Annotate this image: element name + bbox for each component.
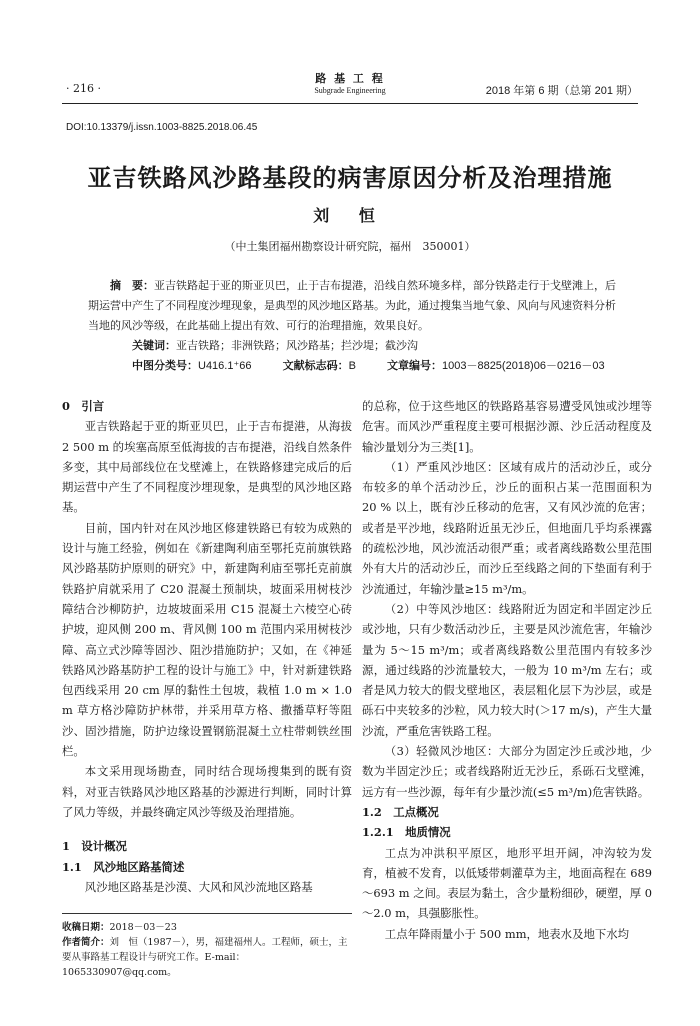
paragraph: 本文采用现场勘查，同时结合现场搜集到的既有资料，对亚吉铁路风沙地区路基的沙源进行判断，同时计算了风力等级，并最终确定风沙等级及治理措施。 — [62, 764, 352, 819]
affiliation: （中土集团福州勘察设计研究院，福州 350001） — [224, 240, 476, 253]
left-column — [62, 396, 352, 897]
abstract-label: 摘 要： — [110, 279, 154, 292]
paragraph: （2）中等风沙地区：线路附近为固定和半固定沙丘或沙地，只有少数活动沙丘，主要是风沙流危害，年输沙量为 5～15 m³/m；或者离线路数公里范围内有较多沙源，通过线路的沙流量较大，一般为 10 m³/m 左右；或者是风力较大的假戈壁地区，表层粗化层下为沙层，或是砾石中夹较多的沙粒，风力较大时(＞17 m/s)，产生大量沙流，严重危害铁路工程。 — [362, 601, 652, 738]
classification-line — [88, 356, 624, 376]
author-bio-text: 刘 恒（1987－），男，福建福州人。工程师，硕士，主要从事路基工程设计与研究工作。E-mail：1065330907@qq.com。 — [62, 937, 348, 978]
journal-name-en: Subgrade Engineering — [314, 86, 386, 95]
article-no-value: 1003－8825(2018)06－0216－03 — [441, 360, 605, 372]
paragraph: 目前，国内针对在风沙地区修建铁路已有较为成熟的设计与施工经验，例如在《新建陶利庙至鄂托克前旗铁路风沙路基防护原则的研究》中，新建陶利庙至鄂托克前旗铁路护肩就采用了 C20 混凝土预制块，坡面采用树枝沙障结合沙柳防护，边坡坡面采用 C15 混凝土六棱空心砖护坡，迎风侧 200 m、背风侧 100 m 范围内采用树枝沙障、高立式沙障等固沙、阻沙措施防护；又如，在《神延铁路风沙路基防护工程的设计与施工》中，针对新建铁路包西线采用 20 cm 厚的黏性土包坡，栽植 1.0 m × 1.0 m 草方格沙障防护林带，并采用草方格、撒播草籽等阻沙、固沙措施，防护边缘设置钢筋混凝土立柱带刺铁丝围栏。 — [62, 520, 352, 759]
journal-name-cn: 路 基 工 程 — [315, 72, 385, 85]
issue-info: 2018 年第 6 期（总第 201 期） — [485, 85, 638, 97]
abstract — [88, 276, 624, 336]
footnote — [62, 913, 352, 980]
paragraph: （3）轻微风沙地区：大部分为固定沙丘或沙地，少数为半固定沙丘；或者线路附近无沙丘，系砾石戈壁滩，远方有一些沙源，每年有少量沙流(≤5 m³/m)危害铁路。 — [362, 744, 652, 799]
subsubsection-heading: 1.2.1 地质情况 — [362, 825, 451, 840]
abstract-text: 亚吉铁路起于亚的斯亚贝巴，止于吉布提港，沿线自然环境多样，部分铁路走行于戈壁滩上，后期运营中产生了不同程度沙埋现象，是典型的风沙地区路基。为此，通过搜集当地气象、风向与风速资料分析当地的风沙等级，在此基础上提出有效、可行的治理措施，效果良好。 — [88, 279, 616, 332]
paragraph: 亚吉铁路起于亚的斯亚贝巴，止于吉布提港，从海拔 2 500 m 的埃塞高原至低海拔的吉布提港，沿线自然条件多变，其中局部线位在戈壁滩上，在铁路修建完成后的后期运营中产生了不同程度沙埋现象，是典型的风沙地区路基。 — [62, 419, 352, 515]
article-no-label: 文章编号： — [386, 359, 442, 372]
author-bio — [62, 935, 352, 980]
received-label: 收稿日期： — [62, 922, 110, 933]
keywords-text: 亚吉铁路；非洲铁路；风沙路基；拦沙堤；截沙沟 — [176, 339, 418, 352]
abstract-block — [88, 276, 624, 376]
paragraph: （1）严重风沙地区：区域有成片的活动沙丘，或分布较多的单个活动沙丘，沙丘的面积占某一范围面积为 20 % 以上，既有沙丘移动的危害，又有风沙流的危害；或者是平沙地，线路附近虽无沙丘，但地面几乎均系裸露的疏松沙地，风沙流活动很严重；或者离线路数公里范围外有大片的活动沙丘，而沙丘至线路之间的下垫面有利于沙流通过，年输沙量≥15 m³/m。 — [362, 459, 652, 596]
keywords — [88, 336, 624, 356]
clc-value: U416.1⁺66 — [198, 360, 252, 372]
header-rule — [62, 103, 638, 104]
section-heading-intro: 0 引言 — [62, 399, 105, 413]
keywords-label: 关键词： — [132, 339, 176, 352]
clc-label: 中图分类号： — [132, 359, 198, 372]
author-bio-label: 作者简介： — [62, 937, 110, 948]
paragraph: 风沙地区路基是沙漠、大风和风沙流地区路基 — [84, 879, 313, 894]
doc-code-label: 文献标志码： — [282, 359, 349, 372]
page-number: · 216 · — [66, 82, 101, 95]
paragraph: 的总称，位于这些地区的铁路路基容易遭受风蚀或沙埋等危害。而风沙严重程度主要可根据沙源、沙丘活动程度及输沙量划分为三类[1]。 — [362, 399, 652, 454]
paragraph: 工点年降雨量小于 500 mm，地表水及地下水均 — [384, 926, 630, 941]
author-name: 刘 恒 — [313, 206, 387, 225]
doc-code-value: B — [348, 360, 356, 372]
section-heading-design: 1 设计概况 — [62, 839, 127, 854]
subsection-heading: 1.2 工点概况 — [362, 804, 439, 819]
received-date — [62, 920, 352, 935]
received-value: 2018－03－23 — [109, 922, 177, 933]
paragraph: 工点为冲洪积平原区，地形平坦开阔，冲沟较为发育，植被不发育，以低矮带刺灌草为主，地面高程在 689～693 m 之间。表层为黏土，含少量粉细砂，硬塑，厚 0～2.0 m，具强膨胀性。 — [362, 845, 652, 921]
doi: DOI:10.13379/j.issn.1003-8825.2018.06.45 — [66, 122, 258, 133]
right-column — [362, 396, 652, 944]
subsection-heading: 1.1 风沙地区路基简述 — [62, 859, 185, 874]
paper-title: 亚吉铁路风沙路基段的病害原因分析及治理措施 — [87, 163, 613, 192]
